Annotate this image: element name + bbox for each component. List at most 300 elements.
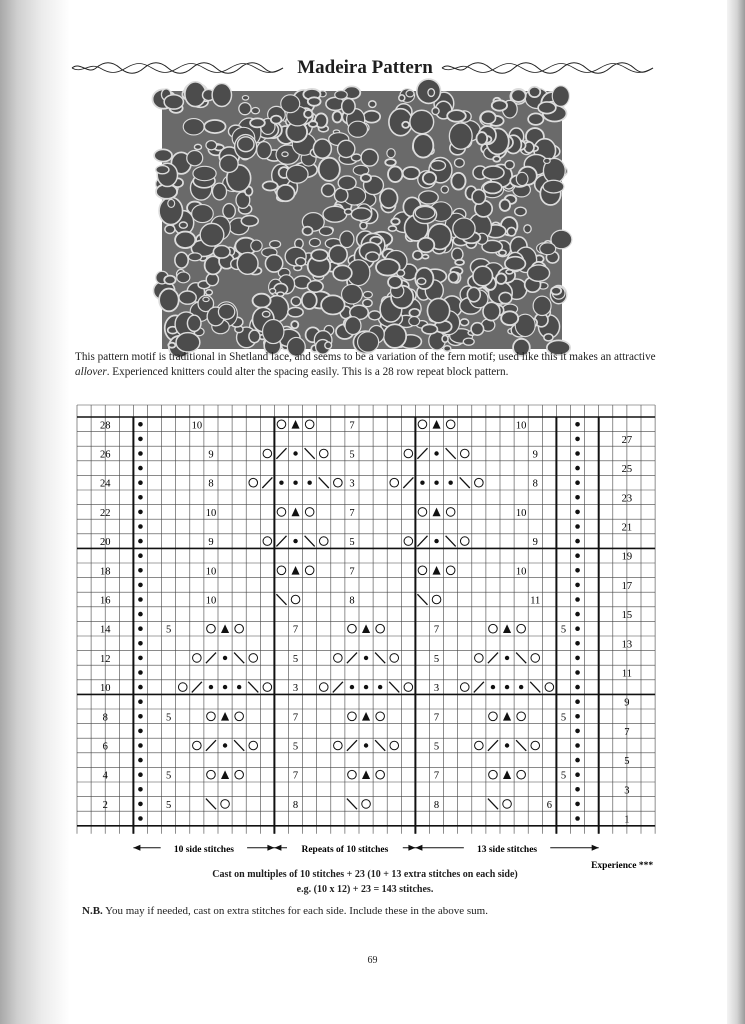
lace-hole xyxy=(159,289,179,312)
bead-dot xyxy=(505,656,509,660)
lace-hole xyxy=(493,156,500,161)
yarn-over-icon xyxy=(263,683,272,692)
lace-hole xyxy=(533,296,551,315)
bead-dot xyxy=(575,539,580,544)
stitch-count-label: 8 xyxy=(208,478,214,490)
row-number-left: 12 xyxy=(99,653,111,665)
side-stitches-right-arrowhead-right xyxy=(592,845,599,851)
yarn-over-icon xyxy=(348,624,357,633)
yarn-over-icon xyxy=(517,712,526,721)
lace-hole xyxy=(303,227,313,236)
bead-dot xyxy=(575,466,580,471)
decorative-squiggle-right-icon xyxy=(440,60,655,76)
lace-hole xyxy=(431,161,446,171)
lace-hole xyxy=(251,240,262,251)
lace-hole xyxy=(238,137,254,152)
ssk-backslash-icon xyxy=(516,740,526,751)
yarn-over-icon xyxy=(334,741,343,750)
lace-hole xyxy=(399,95,405,101)
page-edge-shadow xyxy=(727,0,745,1024)
bead-dot xyxy=(138,568,143,573)
lace-hole xyxy=(540,243,556,255)
lace-hole xyxy=(340,231,354,247)
yarn-over-icon xyxy=(249,654,258,663)
stitch-count-label: 5 xyxy=(166,770,172,782)
note-text: You may if needed, cast on extra stitches for each side. Include these in the above sum. xyxy=(102,905,488,917)
pattern-description xyxy=(75,350,660,380)
repeat-stitches-arrowhead-right xyxy=(408,845,415,851)
yarn-over-icon xyxy=(418,420,427,429)
row-number-left: 2 xyxy=(102,799,108,811)
chart-grid xyxy=(77,405,655,871)
yarn-over-icon xyxy=(460,537,469,546)
bead-dot xyxy=(307,481,311,485)
stitch-count-label: 8 xyxy=(532,478,538,490)
row-number-right: 1 xyxy=(624,814,630,826)
lace-hole xyxy=(528,113,543,124)
lace-hole xyxy=(165,225,175,233)
yarn-over-icon xyxy=(277,566,286,575)
lace-hole xyxy=(527,265,549,281)
lace-hole xyxy=(313,139,331,158)
repeat-stitches-label: Repeats of 10 stitches xyxy=(301,844,389,855)
double-decrease-icon xyxy=(221,712,229,721)
lace-hole xyxy=(270,288,276,293)
lace-hole xyxy=(442,335,448,342)
bead-dot xyxy=(138,597,143,602)
cast-on-line-1: Cast on multiples of 10 stitches + 23 (10 + 13 extra stitches on each side) xyxy=(212,869,518,880)
lace-hole xyxy=(333,111,342,122)
lace-hole xyxy=(177,272,190,283)
ssk-backslash-icon xyxy=(248,682,258,693)
lace-hole xyxy=(348,121,367,137)
lace-hole xyxy=(304,110,312,118)
yarn-over-icon xyxy=(334,654,343,663)
bead-dot xyxy=(138,583,143,588)
stitch-count-label: 7 xyxy=(433,624,440,636)
cast-on-instructions xyxy=(130,867,600,897)
lace-hole xyxy=(409,309,419,317)
row-number-left: 10 xyxy=(99,683,111,695)
double-decrease-icon xyxy=(292,508,300,517)
yarn-over-icon xyxy=(390,741,399,750)
yarn-over-icon xyxy=(319,449,328,458)
lace-hole xyxy=(476,132,487,145)
lace-hole xyxy=(391,218,399,224)
row-number-right: 7 xyxy=(624,726,630,738)
lace-hole xyxy=(345,209,352,215)
lace-hole xyxy=(473,266,493,286)
lace-hole xyxy=(524,225,531,233)
lace-hole xyxy=(410,110,434,133)
lace-hole xyxy=(499,250,506,255)
stitch-count-label: 7 xyxy=(292,712,299,724)
row-number-right: 11 xyxy=(621,668,632,680)
bead-dot xyxy=(575,758,580,763)
bead-dot xyxy=(138,510,143,515)
row-number-right: 19 xyxy=(621,551,633,563)
row-number-left: 16 xyxy=(99,595,111,607)
bead-dot xyxy=(575,612,580,617)
lace-hole xyxy=(325,342,332,349)
stitch-count-label: 10 xyxy=(205,507,217,519)
yarn-over-icon xyxy=(489,770,498,779)
yarn-over-icon xyxy=(249,741,258,750)
lace-hole xyxy=(419,191,439,204)
yarn-over-icon xyxy=(404,537,413,546)
lace-hole xyxy=(463,338,474,345)
lace-hole xyxy=(237,253,258,275)
stitch-count-label: 9 xyxy=(208,449,214,461)
lace-hole xyxy=(500,199,510,211)
ssk-backslash-icon xyxy=(375,653,385,664)
bead-dot xyxy=(575,787,580,792)
stitch-count-label: 10 xyxy=(205,595,217,607)
lace-hole xyxy=(422,255,428,259)
lace-hole xyxy=(432,108,439,115)
lace-hole xyxy=(200,223,224,246)
lace-hole xyxy=(265,255,282,272)
lace-hole xyxy=(164,276,175,285)
row-number-right: 9 xyxy=(624,697,630,709)
double-decrease-icon xyxy=(503,712,511,721)
bead-dot xyxy=(575,597,580,602)
bead-dot xyxy=(434,539,438,543)
yarn-over-icon xyxy=(263,537,272,546)
lace-hole xyxy=(422,324,438,334)
lace-hole xyxy=(239,103,251,115)
lace-hole xyxy=(366,252,379,262)
lace-hole xyxy=(323,206,347,222)
lace-hole xyxy=(451,173,465,190)
lace-hole xyxy=(449,272,459,283)
lace-hole xyxy=(511,89,525,102)
lace-hole xyxy=(311,249,328,260)
stitch-count-label: 9 xyxy=(208,537,214,549)
bead-dot xyxy=(138,685,143,690)
lace-hole xyxy=(415,206,435,219)
stitch-count-label: 8 xyxy=(433,799,440,811)
stitch-count-label: 5 xyxy=(433,741,440,753)
k2tog-slash-icon xyxy=(206,653,216,664)
bead-dot xyxy=(491,685,495,689)
lace-hole xyxy=(249,330,260,343)
stitch-count-label: 11 xyxy=(530,595,541,607)
bead-dot xyxy=(138,451,143,456)
lace-hole xyxy=(277,185,295,201)
yarn-over-icon xyxy=(319,537,328,546)
lace-hole xyxy=(481,112,496,124)
lace-hole xyxy=(335,91,348,100)
yarn-over-icon xyxy=(235,624,244,633)
lace-hole xyxy=(380,189,398,209)
lace-hole xyxy=(505,257,526,271)
stitch-count-label: 10 xyxy=(205,566,217,578)
stitch-count-label: 7 xyxy=(349,566,355,578)
title-bar xyxy=(70,54,660,82)
yarn-over-icon xyxy=(263,449,272,458)
yarn-over-icon xyxy=(418,508,427,517)
double-decrease-icon xyxy=(503,770,511,779)
side-stitches-left-arrowhead-left xyxy=(133,845,140,851)
row-number-right: 3 xyxy=(624,785,630,797)
lace-hole xyxy=(282,152,288,157)
yarn-over-icon xyxy=(249,478,258,487)
lace-hole xyxy=(204,120,225,133)
lace-hole xyxy=(342,98,355,114)
ssk-backslash-icon xyxy=(460,477,470,488)
bead-dot xyxy=(364,656,368,660)
double-decrease-icon xyxy=(433,566,441,575)
stitch-count-label: 5 xyxy=(349,537,355,549)
yarn-over-icon xyxy=(305,566,314,575)
bead-dot xyxy=(138,743,143,748)
double-decrease-icon xyxy=(433,420,441,429)
bead-dot xyxy=(575,422,580,427)
yarn-over-icon xyxy=(517,624,526,633)
lace-hole xyxy=(552,86,569,107)
lace-hole xyxy=(188,253,201,261)
description-text-start: This pattern motif is traditional in Shetland lace, and seems to be a variation of the fern motif; used like this it makes an attractive xyxy=(75,351,656,363)
yarn-over-icon xyxy=(531,654,540,663)
yarn-over-icon xyxy=(319,683,328,692)
knitting-chart xyxy=(77,405,662,871)
description-emphasis: allover xyxy=(75,366,107,378)
k2tog-slash-icon xyxy=(333,682,343,693)
yarn-over-icon xyxy=(207,624,216,633)
yarn-over-icon xyxy=(404,449,413,458)
lace-hole xyxy=(460,319,468,326)
yarn-over-icon xyxy=(291,595,300,604)
lace-hole xyxy=(309,238,320,246)
row-number-right: 21 xyxy=(621,522,633,534)
row-number-right: 15 xyxy=(621,610,633,622)
bead-dot xyxy=(575,685,580,690)
bead-dot xyxy=(138,787,143,792)
lace-hole xyxy=(194,144,201,149)
bead-dot xyxy=(350,685,354,689)
lace-hole xyxy=(179,222,187,228)
lace-hole xyxy=(168,199,175,207)
bead-dot xyxy=(505,743,509,747)
page-number: 69 xyxy=(367,955,378,966)
bead-dot xyxy=(575,670,580,675)
bead-dot xyxy=(138,758,143,763)
bead-dot xyxy=(519,685,523,689)
stitch-count-label: 5 xyxy=(292,653,299,665)
yarn-over-icon xyxy=(277,508,286,517)
ssk-backslash-icon xyxy=(446,536,456,547)
lace-hole xyxy=(154,149,172,161)
lace-hole xyxy=(496,273,506,283)
stitch-count-label: 5 xyxy=(166,712,172,724)
stitch-count-label: 3 xyxy=(292,683,299,695)
yarn-over-icon xyxy=(277,420,286,429)
experience-rating: Experience *** xyxy=(591,860,654,871)
lace-hole xyxy=(319,158,340,181)
stitch-count-label: 7 xyxy=(349,420,355,432)
yarn-over-icon xyxy=(362,800,371,809)
lace-hole xyxy=(187,315,201,331)
yarn-over-icon xyxy=(489,712,498,721)
lace-hole xyxy=(213,246,230,258)
bead-dot xyxy=(364,743,368,747)
lace-hole xyxy=(342,284,363,304)
lace-hole xyxy=(418,238,434,253)
yarn-over-icon xyxy=(334,478,343,487)
bead-dot xyxy=(138,699,143,704)
ssk-backslash-icon xyxy=(516,653,526,664)
lace-hole xyxy=(361,174,371,182)
bead-dot xyxy=(138,626,143,631)
bead-dot xyxy=(575,553,580,558)
bead-dot xyxy=(575,524,580,529)
side-stitches-right-arrowhead-left xyxy=(415,845,422,851)
lace-hole xyxy=(388,276,402,288)
bead-dot xyxy=(138,495,143,500)
row-number-left: 14 xyxy=(99,624,111,636)
lace-hole xyxy=(507,227,516,236)
stitch-count-label: 9 xyxy=(532,537,538,549)
bead-dot xyxy=(138,553,143,558)
lace-hole xyxy=(413,251,422,260)
bead-dot xyxy=(448,481,452,485)
lace-hole xyxy=(164,95,183,109)
lace-hole xyxy=(403,167,420,179)
double-decrease-icon xyxy=(221,624,229,633)
ssk-backslash-icon xyxy=(417,594,427,605)
lace-hole xyxy=(223,204,236,219)
stitch-count-label: 5 xyxy=(560,770,567,782)
description-text-end: . Experienced knitters could alter the spacing easily. This is a 28 row repeat block pattern. xyxy=(106,366,509,378)
note-label: N.B. xyxy=(82,905,103,917)
lace-hole xyxy=(427,298,449,322)
lace-hole xyxy=(302,292,317,309)
k2tog-slash-icon xyxy=(417,448,427,459)
lace-hole xyxy=(206,141,217,150)
lace-hole xyxy=(271,116,282,124)
row-number-left: 4 xyxy=(102,770,108,782)
yarn-over-icon xyxy=(376,624,385,633)
lace-hole xyxy=(263,181,278,190)
lace-hole xyxy=(501,311,518,325)
ssk-backslash-icon xyxy=(347,799,357,810)
k2tog-slash-icon xyxy=(417,536,427,547)
lace-hole xyxy=(388,226,396,231)
bead-dot xyxy=(138,480,143,485)
lace-hole xyxy=(376,259,400,276)
bead-dot xyxy=(138,670,143,675)
lace-hole xyxy=(397,270,405,277)
ssk-backslash-icon xyxy=(305,448,315,459)
bead-dot xyxy=(575,480,580,485)
lace-hole xyxy=(483,182,502,193)
ssk-backslash-icon xyxy=(530,682,540,693)
yarn-over-icon xyxy=(376,712,385,721)
stitch-count-label: 10 xyxy=(515,566,527,578)
stitch-count-label: 3 xyxy=(433,683,440,695)
yarn-over-icon xyxy=(207,712,216,721)
lace-hole xyxy=(413,134,433,157)
bead-dot xyxy=(293,539,297,543)
bead-dot xyxy=(223,656,227,660)
yarn-over-icon xyxy=(193,741,202,750)
lace-hole xyxy=(168,343,175,348)
yarn-over-icon xyxy=(545,683,554,692)
row-number-left: 22 xyxy=(99,507,111,519)
stitch-count-label: 10 xyxy=(191,420,203,432)
lace-hole xyxy=(387,149,395,158)
lace-hole xyxy=(423,172,436,184)
lace-hole xyxy=(369,311,381,320)
yarn-over-icon xyxy=(348,712,357,721)
k2tog-slash-icon xyxy=(262,477,272,488)
double-decrease-icon xyxy=(362,712,370,721)
yarn-over-icon xyxy=(221,800,230,809)
lace-hole xyxy=(179,291,196,304)
lace-hole xyxy=(309,121,317,127)
yarn-over-icon xyxy=(531,741,540,750)
yarn-over-icon xyxy=(460,449,469,458)
yarn-over-icon xyxy=(390,478,399,487)
lace-hole xyxy=(277,292,284,296)
lace-hole xyxy=(251,108,259,114)
lace-hole xyxy=(281,95,300,113)
lace-hole xyxy=(175,252,188,268)
stitch-count-label: 7 xyxy=(433,712,440,724)
k2tog-slash-icon xyxy=(488,740,498,751)
bead-dot xyxy=(575,802,580,807)
lace-hole xyxy=(492,100,507,110)
bead-dot xyxy=(575,626,580,631)
bead-dot xyxy=(575,568,580,573)
lace-hole xyxy=(409,317,420,326)
k2tog-slash-icon xyxy=(192,682,202,693)
lace-hole xyxy=(257,142,272,159)
k2tog-slash-icon xyxy=(347,740,357,751)
ssk-backslash-icon xyxy=(206,799,216,810)
ssk-backslash-icon xyxy=(389,682,399,693)
bead-dot xyxy=(575,437,580,442)
bead-dot xyxy=(434,451,438,455)
yarn-over-icon xyxy=(475,478,484,487)
yarn-over-icon xyxy=(517,770,526,779)
stitch-count-label: 5 xyxy=(166,799,172,811)
lace-hole xyxy=(453,218,475,239)
side-stitches-left-arrowhead-right xyxy=(267,845,274,851)
row-number-left: 20 xyxy=(99,537,111,549)
bead-dot xyxy=(138,816,143,821)
lace-hole xyxy=(291,297,301,306)
stitch-count-label: 6 xyxy=(546,799,552,811)
yarn-over-icon xyxy=(235,770,244,779)
yarn-over-icon xyxy=(207,770,216,779)
lace-hole xyxy=(441,186,448,193)
lace-hole xyxy=(212,83,231,106)
lace-hole xyxy=(428,89,435,97)
lace-hole xyxy=(262,311,270,317)
yarn-over-icon xyxy=(376,770,385,779)
bead-dot xyxy=(575,729,580,734)
stitch-count-label: 9 xyxy=(532,449,538,461)
lace-hole xyxy=(472,190,486,205)
double-decrease-icon xyxy=(292,566,300,575)
ssk-backslash-icon xyxy=(488,799,498,810)
k2tog-slash-icon xyxy=(347,653,357,664)
book-spine-shadow xyxy=(0,0,70,1024)
bead-dot xyxy=(138,422,143,427)
lace-hole xyxy=(296,258,306,266)
